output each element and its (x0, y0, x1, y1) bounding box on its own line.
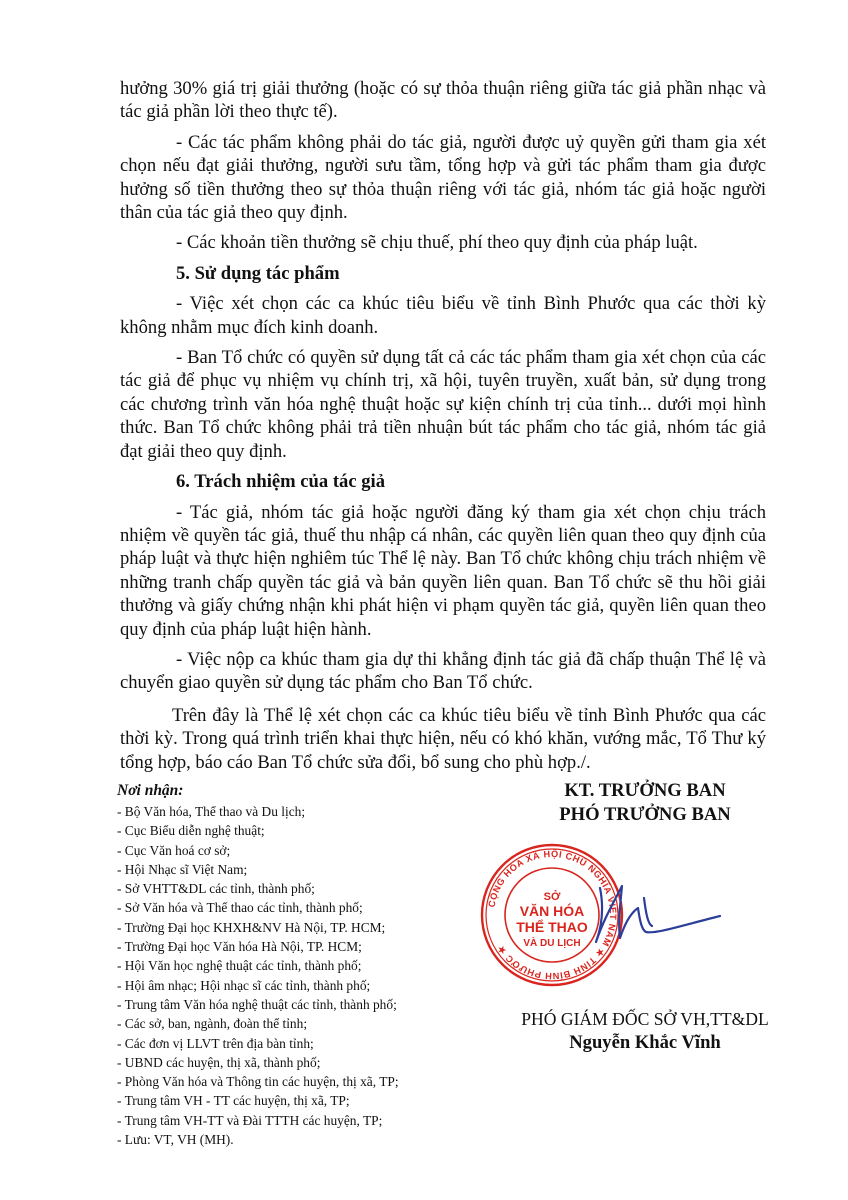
signature-title-line-2: PHÓ TRƯỞNG BAN (559, 803, 731, 825)
signature-heading (470, 779, 820, 826)
recipients-title: Nơi nhận: (117, 782, 184, 799)
handwritten-signature-icon (560, 868, 740, 958)
list-item: - Hội âm nhạc; Hội nhạc sĩ các tỉnh, thành phố; (117, 977, 371, 993)
section-heading-6: 6. Trách nhiệm của tác giả (176, 471, 385, 493)
paragraph-tax: - Các khoản tiền thưởng sẽ chịu thuế, phí theo quy định của pháp luật. (176, 232, 698, 254)
paragraph-collector-reward: - Các tác phẩm không phải do tác giả, người được uỷ quyền gửi tham gia xét chọn nếu đạt giải thưởng, người sưu tầm, tổng hợp và gửi tác phẩm tham gia được hưởng số tiền thưởng theo sự thỏa thuận riêng với tác giả, nhóm tác giả hoặc người thân của tác giả theo quy định. (120, 131, 766, 224)
document-body (120, 77, 766, 781)
svg-text:CỘNG HÒA XÃ HỘI CHỦ NGHĨA VIỆT: CỘNG HÒA XÃ HỘI CHỦ NGHĨA VIỆT NAM ★ TỈNH BÌNH PHƯỚC ★ (486, 848, 619, 982)
signer-role: PHÓ GIÁM ĐỐC SỞ VH,TT&DL (521, 1009, 769, 1029)
svg-text:THỂ THAO: THỂ THAO (516, 919, 588, 935)
list-item: - Trường Đại học KHXH&NV Hà Nội, TP. HCM; (117, 919, 386, 935)
list-item: - Cục Biểu diễn nghệ thuật; (117, 823, 265, 839)
recipients-list (117, 802, 467, 1149)
list-item: - Hội Nhạc sĩ Việt Nam; (117, 861, 248, 877)
list-item: - Sở VHTT&DL các tỉnh, thành phố; (117, 881, 315, 897)
list-item: - Trung tâm Văn hóa nghệ thuật các tỉnh, thành phố; (117, 996, 397, 1012)
paragraph-non-commercial: - Việc xét chọn các ca khúc tiêu biểu về tỉnh Bình Phước qua các thời kỳ không nhằm mục đích kinh doanh. (120, 293, 766, 338)
svg-text:VĂN HÓA: VĂN HÓA (519, 903, 585, 919)
list-item: - Các sở, ban, ngành, đoàn thể tỉnh; (117, 1016, 308, 1032)
section-heading-5: 5. Sử dụng tác phẩm (176, 262, 340, 284)
list-item: - UBND các huyện, thị xã, thành phố; (117, 1054, 321, 1070)
signer-block (470, 1007, 820, 1055)
list-item: - Sở Văn hóa và Thể thao các tỉnh, thành phố; (117, 900, 363, 916)
list-item: - Trung tâm VH-TT và Đài TTTH các huyện, TP; (117, 1112, 383, 1128)
list-item: - Trung tâm VH - TT các huyện, thị xã, TP; (117, 1093, 350, 1109)
paragraph-usage-rights: - Ban Tổ chức có quyền sử dụng tất cả các tác phẩm tham gia xét chọn của các tác giả để phục vụ nhiệm vụ chính trị, xã hội, tuyên truyền, xuất bản, sử dụng trong các chương trình văn hóa nghệ thuật hoặc sự kiện chính trị của tỉnh... dưới mọi hình thức. Ban Tổ chức không phải trả tiền nhuận bút tác phẩm cho tác giả, nhóm tác giả đạt giải theo quy định. (120, 347, 766, 462)
signer-name: Nguyễn Khắc Vĩnh (569, 1032, 721, 1053)
list-item: - Lưu: VT, VH (MH). (117, 1132, 234, 1148)
list-item: - Phòng Văn hóa và Thông tin các huyện, thị xã, TP; (117, 1074, 399, 1090)
list-item: - Hội Văn học nghệ thuật các tỉnh, thành phố; (117, 958, 362, 974)
list-item: - Trường Đại học Văn hóa Hà Nội, TP. HCM; (117, 939, 362, 955)
list-item: - Cục Văn hoá cơ sở; (117, 842, 231, 858)
paragraph-submission-consent: - Việc nộp ca khúc tham gia dự thi khẳng định tác giả đã chấp thuận Thể lệ và chuyển giao quyền sử dụng tác phẩm cho Ban Tổ chức. (120, 648, 766, 694)
paragraph-award-share: hưởng 30% giá trị giải thưởng (hoặc có sự thỏa thuận riêng giữa tác giả phần nhạc và tác giả phần lời theo thực tế). (120, 78, 766, 123)
paragraph-closing: Trên đây là Thể lệ xét chọn các ca khúc tiêu biểu về tỉnh Bình Phước qua các thời kỳ. Trong quá trình triển khai thực hiện, nếu có khó khăn, vướng mắc, Tổ Thư ký tổng hợp, báo cáo Ban Tổ chức sửa đổi, bổ sung cho phù hợp./. (120, 704, 766, 773)
svg-text:SỞ: SỞ (543, 891, 561, 903)
list-item: - Các đơn vị LLVT trên địa bàn tỉnh; (117, 1035, 314, 1051)
list-item: - Bộ Văn hóa, Thể thao và Du lịch; (117, 804, 306, 819)
paragraph-author-responsibility: - Tác giả, nhóm tác giả hoặc người đăng ký tham gia xét chọn chịu trách nhiệm về quyền tác giả, thuế thu nhập cá nhân, các quyền liên quan theo quy định của pháp luật và thực hiện nghiêm túc Thể lệ này. Ban Tổ chức không chịu trách nhiệm về những tranh chấp quyền tác giả và bản quyền liên quan. Ban Tổ chức sẽ thu hồi giải thưởng và giấy chứng nhận khi phát hiện vi phạm quyền tác giả, quyền liên quan theo quy định của pháp luật hiện hành. (120, 501, 766, 640)
recipients-block (117, 782, 467, 1149)
signature-title-line-1: KT. TRƯỞNG BAN (564, 780, 726, 801)
svg-text:VÀ DU LỊCH: VÀ DU LỊCH (523, 938, 581, 949)
